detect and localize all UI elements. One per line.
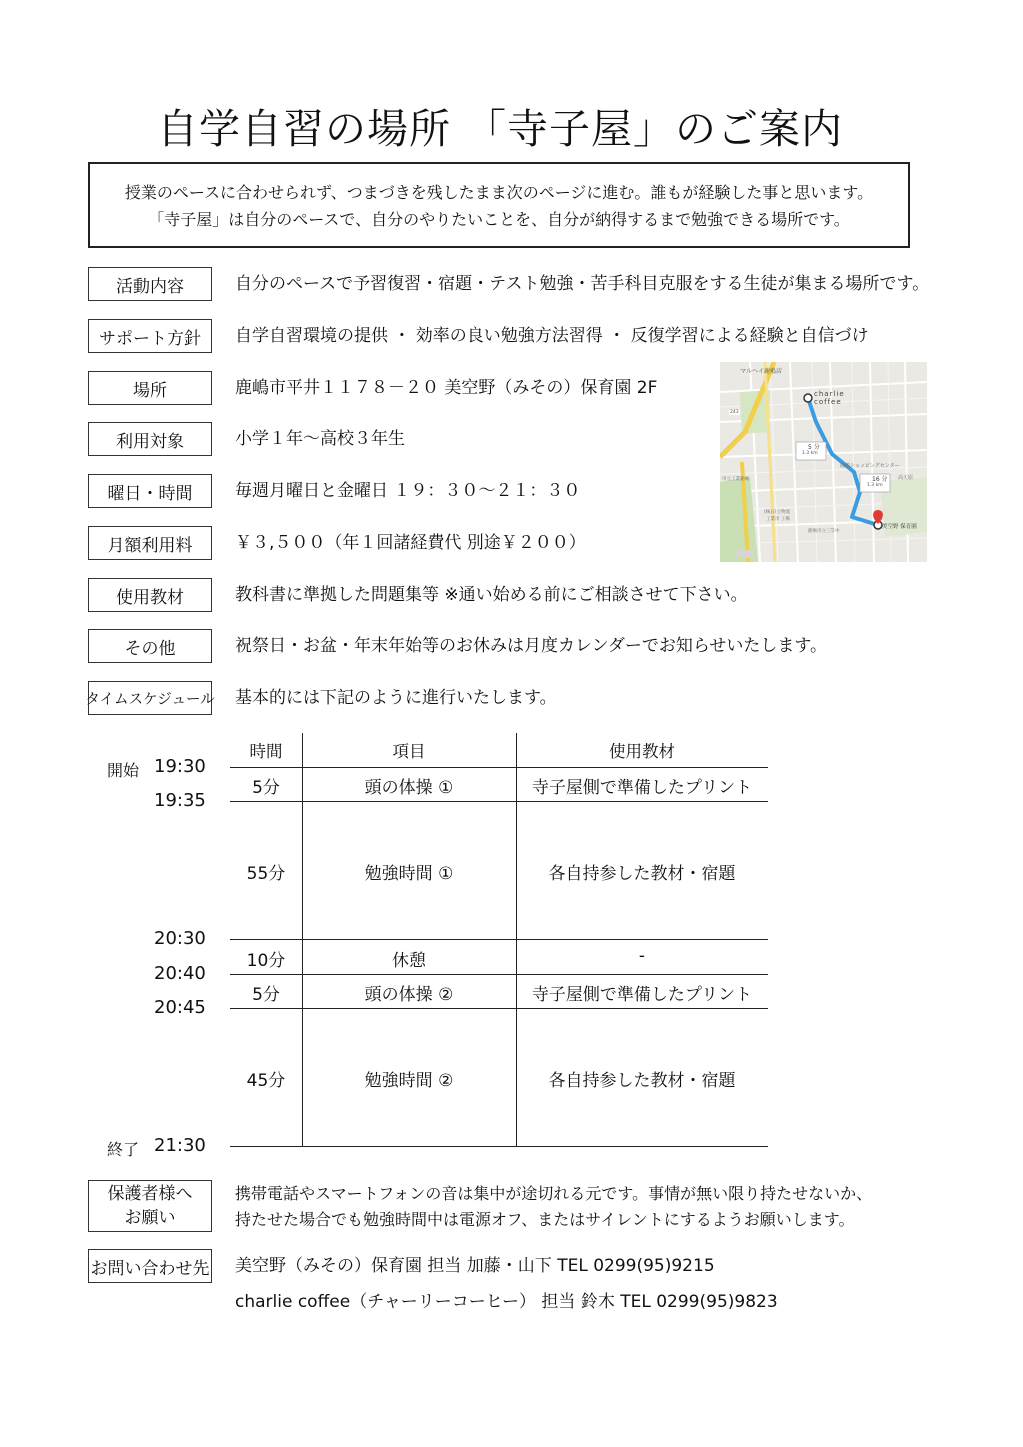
contact-line-1: 美空野（みその）保育園 担当 加藤・山下 TEL 0299(95)9215 (235, 1256, 715, 1276)
map-label-right: 高天原 (898, 475, 914, 481)
map-label-left3: 工業市 工場 (766, 517, 790, 522)
table-cell-material: 各自持参した教材・宿題 (548, 1071, 736, 1091)
time-2045: 20:45 (154, 997, 206, 1018)
value-target: 小学１年～高校３年生 (235, 429, 405, 449)
table-cell-duration: 45分 (246, 1071, 286, 1091)
table-cell-duration: 55分 (246, 864, 286, 884)
time-1935: 19:35 (154, 790, 206, 811)
time-start: 19:30 (154, 756, 206, 777)
label-contact: お問い合わせ先 (88, 1249, 212, 1283)
value-place: 鹿嶋市平井１１７８－２０ 美空野（みその）保育園 2F (235, 378, 658, 398)
intro-line-2: 「寺子屋」は自分のペースで、自分のやりたいことを、自分が納得するまで勉強できる場所です。 (148, 210, 850, 229)
map-label-shopping: 鹿嶋ショッピングセンター (840, 463, 900, 469)
parents-line-2: 持たせた場合でも勉強時間中は電源オフ、またはサイレントにするようお願いします。 (235, 1210, 855, 1229)
intro-box (88, 162, 910, 248)
contact-line-2: charlie coffee（チャーリーコーヒー） 担当 鈴木 TEL 0299(95)9823 (235, 1292, 778, 1312)
location-map[interactable] (720, 362, 927, 562)
table-cell-duration: 5分 (252, 778, 280, 798)
value-other: 祝祭日・お盆・年末年始等のお休みは月度カレンダーでお知らせいたします。 (235, 636, 828, 656)
label-target: 利用対象 (88, 422, 212, 456)
map-walk-time: 16 分 (872, 476, 888, 483)
label-timeschedule: タイムスケジュール (88, 681, 212, 715)
label-activity: 活動内容 (88, 267, 212, 301)
value-timeschedule: 基本的には下記のように進行いたします。 (235, 688, 557, 708)
value-fee: ￥３,５００（年１回諸経費代 別途￥２００） (235, 533, 586, 553)
map-label-charlie: charlie coffee (814, 390, 845, 406)
time-end-prefix: 終了 (107, 1140, 140, 1159)
table-hline-5 (230, 1146, 768, 1147)
table-hline-2 (230, 939, 768, 940)
map-label-top: マルヘイ鹿嶋店 (740, 368, 783, 375)
table-cell-item: 勉強時間 ① (364, 864, 454, 884)
map-road-number: 243 (730, 410, 739, 415)
map-label-left2: (株)日立物流 (764, 510, 791, 515)
map-label-destination: 美空野 保育園 (882, 524, 917, 530)
table-hline-3 (230, 974, 768, 975)
label-fee: 月額利用料 (88, 526, 212, 560)
page-title: 自学自習の場所 「寺子屋」のご案内 (156, 105, 844, 153)
label-other: その他 (88, 629, 212, 663)
map-walk-dist: 1.3 km (867, 483, 883, 488)
table-cell-duration: 5分 (252, 985, 280, 1005)
table-header-item: 項目 (392, 742, 426, 761)
time-2030: 20:30 (154, 928, 206, 949)
table-cell-duration: 10分 (246, 951, 286, 971)
intro-line-1: 授業のペースに合わせられず、つまづきを残したまま次のページに進む。誰もが経験した事と思います。 (124, 183, 874, 202)
table-cell-material: 各自持参した教材・宿題 (548, 864, 736, 884)
map-car-time: 5 分 (808, 444, 820, 451)
value-support: 自学自習環境の提供 ・ 効率の良い勉強方法習得 ・ 反復学習による経験と自信づけ (235, 326, 869, 346)
table-hline-1 (230, 801, 768, 802)
time-2040: 20:40 (154, 963, 206, 984)
map-label-bottom: 鹿嶋市立三笠中 (808, 529, 840, 534)
table-cell-item: 頭の体操 ② (364, 985, 454, 1005)
label-support: サポート方針 (88, 319, 212, 353)
map-label-left1: 市立工業鹿嶋 (722, 477, 749, 482)
time-end: 21:30 (154, 1135, 206, 1156)
value-schedule-day: 毎週月曜日と金曜日 １９：３０～２１：３０ (235, 481, 581, 501)
label-parents (88, 1180, 212, 1232)
label-parents-line-2: お願い (124, 1208, 176, 1228)
table-cell-item: 勉強時間 ② (364, 1071, 454, 1091)
table-cell-material: 寺子屋側で準備したプリント (531, 985, 753, 1005)
parents-line-1: 携帯電話やスマートフォンの音は集中が途切れる元です。事情が無い限り持たせないか、 (235, 1184, 873, 1203)
table-cell-material: 寺子屋側で準備したプリント (531, 778, 753, 798)
table-cell-material: - (638, 946, 646, 966)
time-start-prefix: 開始 (107, 761, 140, 780)
map-car-dist: 1.3 km (802, 451, 818, 456)
table-header-material: 使用教材 (609, 742, 675, 761)
table-hline-4 (230, 1008, 768, 1009)
value-activity: 自分のペースで予習復習・宿題・テスト勉強・苦手科目克服をする生徒が集まる場所です。 (235, 274, 930, 294)
label-place: 場所 (88, 371, 212, 405)
table-header-time: 時間 (249, 742, 283, 761)
label-schedule-day: 曜日・時間 (88, 474, 212, 508)
value-materials: 教科書に準拠した問題集等 ※通い始める前にご相談させて下さい。 (235, 585, 748, 605)
table-hline-header (230, 767, 768, 768)
table-cell-item: 休憩 (392, 951, 426, 971)
label-materials: 使用教材 (88, 578, 212, 612)
label-parents-line-1: 保護者様へ (107, 1184, 193, 1204)
table-cell-item: 頭の体操 ① (364, 778, 454, 798)
